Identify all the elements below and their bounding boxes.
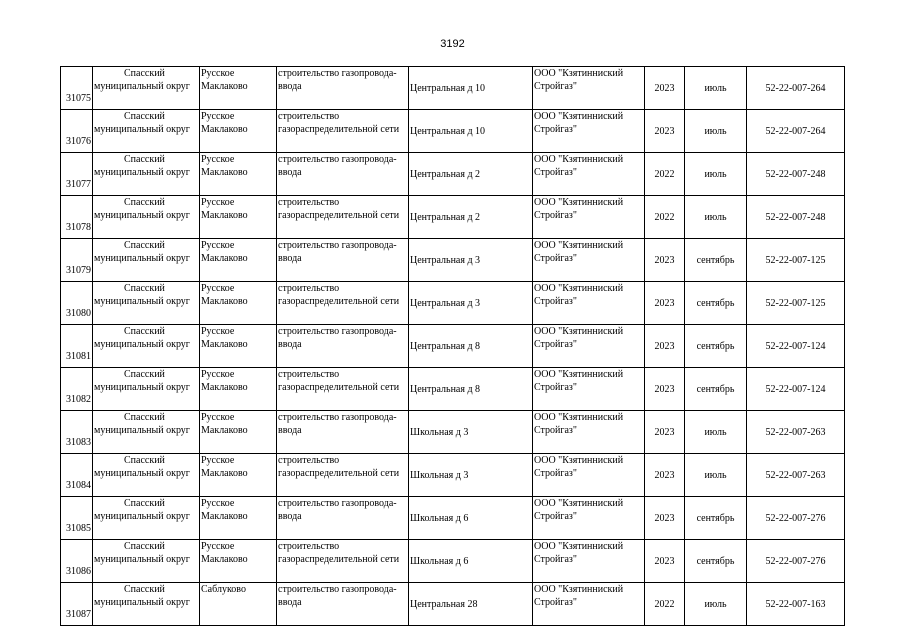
district-line2: муниципальный округ [94, 124, 190, 135]
code-cell: 52-22-007-264 [747, 110, 845, 153]
address-cell: Школьная д 6 [409, 497, 533, 540]
district-line2: муниципальный округ [94, 468, 190, 479]
month-cell: июль [685, 196, 747, 239]
contractor-cell: ООО "Кзятинниский Стройгаз" [533, 153, 645, 196]
month-cell: сентябрь [685, 368, 747, 411]
table-row [61, 454, 845, 497]
code-cell: 52-22-007-263 [747, 454, 845, 497]
district-cell [93, 282, 200, 325]
month-cell: июль [685, 583, 747, 626]
district-cell [93, 325, 200, 368]
row-number-cell: 31081 [61, 325, 93, 368]
year-cell: 2023 [645, 67, 685, 110]
address-cell: Центральная д 2 [409, 196, 533, 239]
settlement-cell: Русское Маклаково [200, 368, 277, 411]
month-cell: сентябрь [685, 282, 747, 325]
district-line2: муниципальный округ [94, 167, 190, 178]
address-cell: Центральная 28 [409, 583, 533, 626]
code-cell: 52-22-007-125 [747, 282, 845, 325]
row-number-cell: 31085 [61, 497, 93, 540]
settlement-cell: Русское Маклаково [200, 454, 277, 497]
district-line2: муниципальный округ [94, 253, 190, 264]
table-body [61, 67, 845, 626]
year-cell: 2022 [645, 153, 685, 196]
code-cell: 52-22-007-276 [747, 540, 845, 583]
contractor-cell: ООО "Кзятинниский Стройгаз" [533, 325, 645, 368]
district-line1: Спасский [124, 197, 165, 208]
address-cell: Центральная д 2 [409, 153, 533, 196]
work-type-cell: строительство газопровода-ввода [277, 411, 409, 454]
year-cell: 2022 [645, 583, 685, 626]
address-cell: Центральная д 10 [409, 67, 533, 110]
contractor-cell: ООО "Кзятинниский Стройгаз" [533, 540, 645, 583]
address-cell: Центральная д 8 [409, 368, 533, 411]
address-cell: Центральная д 10 [409, 110, 533, 153]
work-type-cell: строительство газораспределительной сети [277, 368, 409, 411]
year-cell: 2023 [645, 110, 685, 153]
year-cell: 2023 [645, 497, 685, 540]
year-cell: 2023 [645, 411, 685, 454]
code-cell: 52-22-007-124 [747, 325, 845, 368]
code-cell: 52-22-007-248 [747, 153, 845, 196]
page-number: 3192 [440, 38, 465, 50]
code-cell: 52-22-007-263 [747, 411, 845, 454]
district-line1: Спасский [124, 455, 165, 466]
district-line1: Спасский [124, 584, 165, 595]
month-cell: июль [685, 153, 747, 196]
contractor-cell: ООО "Кзятинниский Стройгаз" [533, 497, 645, 540]
month-cell: июль [685, 411, 747, 454]
row-number-cell: 31084 [61, 454, 93, 497]
district-line1: Спасский [124, 498, 165, 509]
contractor-cell: ООО "Кзятинниский Стройгаз" [533, 411, 645, 454]
district-line1: Спасский [124, 240, 165, 251]
district-line2: муниципальный округ [94, 511, 190, 522]
row-number-cell: 31077 [61, 153, 93, 196]
work-type-cell: строительство газопровода-ввода [277, 239, 409, 282]
settlement-cell: Русское Маклаково [200, 282, 277, 325]
district-cell [93, 196, 200, 239]
row-number-cell: 31082 [61, 368, 93, 411]
district-cell [93, 411, 200, 454]
contractor-cell: ООО "Кзятинниский Стройгаз" [533, 196, 645, 239]
work-type-cell: строительство газопровода-ввода [277, 497, 409, 540]
contractor-cell: ООО "Кзятинниский Стройгаз" [533, 454, 645, 497]
address-cell: Школьная д 6 [409, 540, 533, 583]
work-type-cell: строительство газопровода-ввода [277, 153, 409, 196]
work-type-cell: строительство газопровода-ввода [277, 325, 409, 368]
district-cell [93, 110, 200, 153]
month-cell: июль [685, 67, 747, 110]
table-row [61, 110, 845, 153]
table-row [61, 411, 845, 454]
settlement-cell: Саблуково [200, 583, 277, 626]
row-number-cell: 31087 [61, 583, 93, 626]
district-cell [93, 497, 200, 540]
district-cell [93, 583, 200, 626]
contractor-cell: ООО "Кзятинниский Стройгаз" [533, 368, 645, 411]
district-cell [93, 540, 200, 583]
district-line2: муниципальный округ [94, 339, 190, 350]
year-cell: 2023 [645, 239, 685, 282]
gasification-table [60, 66, 845, 626]
district-line2: муниципальный округ [94, 382, 190, 393]
district-cell [93, 454, 200, 497]
settlement-cell: Русское Маклаково [200, 497, 277, 540]
work-type-cell: строительство газораспределительной сети [277, 282, 409, 325]
table-row [61, 540, 845, 583]
settlement-cell: Русское Маклаково [200, 110, 277, 153]
address-cell: Школьная д 3 [409, 411, 533, 454]
year-cell: 2022 [645, 196, 685, 239]
year-cell: 2023 [645, 454, 685, 497]
district-cell [93, 153, 200, 196]
settlement-cell: Русское Маклаково [200, 239, 277, 282]
work-type-cell: строительство газопровода-ввода [277, 67, 409, 110]
row-number-cell: 31080 [61, 282, 93, 325]
district-line1: Спасский [124, 68, 165, 79]
work-type-cell: строительство газораспределительной сети [277, 196, 409, 239]
address-cell: Центральная д 8 [409, 325, 533, 368]
table-row [61, 325, 845, 368]
district-line1: Спасский [124, 283, 165, 294]
month-cell: сентябрь [685, 239, 747, 282]
district-line1: Спасский [124, 541, 165, 552]
district-line2: муниципальный округ [94, 597, 190, 608]
code-cell: 52-22-007-163 [747, 583, 845, 626]
work-type-cell: строительство газопровода-ввода [277, 583, 409, 626]
district-line1: Спасский [124, 154, 165, 165]
address-cell: Центральная д 3 [409, 239, 533, 282]
district-line1: Спасский [124, 412, 165, 423]
table-row [61, 67, 845, 110]
settlement-cell: Русское Маклаково [200, 67, 277, 110]
settlement-cell: Русское Маклаково [200, 196, 277, 239]
table-row [61, 497, 845, 540]
district-line2: муниципальный округ [94, 296, 190, 307]
contractor-cell: ООО "Кзятинниский Стройгаз" [533, 67, 645, 110]
district-cell [93, 239, 200, 282]
district-line2: муниципальный округ [94, 554, 190, 565]
contractor-cell: ООО "Кзятинниский Стройгаз" [533, 239, 645, 282]
year-cell: 2023 [645, 325, 685, 368]
code-cell: 52-22-007-125 [747, 239, 845, 282]
settlement-cell: Русское Маклаково [200, 540, 277, 583]
month-cell: сентябрь [685, 497, 747, 540]
district-line2: муниципальный округ [94, 210, 190, 221]
row-number-cell: 31083 [61, 411, 93, 454]
contractor-cell: ООО "Кзятинниский Стройгаз" [533, 110, 645, 153]
address-cell: Школьная д 3 [409, 454, 533, 497]
month-cell: июль [685, 454, 747, 497]
work-type-cell: строительство газораспределительной сети [277, 454, 409, 497]
district-line1: Спасский [124, 111, 165, 122]
district-line2: муниципальный округ [94, 425, 190, 436]
year-cell: 2023 [645, 282, 685, 325]
contractor-cell: ООО "Кзятинниский Стройгаз" [533, 282, 645, 325]
table-row [61, 239, 845, 282]
district-line1: Спасский [124, 369, 165, 380]
table-row [61, 282, 845, 325]
settlement-cell: Русское Маклаково [200, 153, 277, 196]
address-cell: Центральная д 3 [409, 282, 533, 325]
month-cell: июль [685, 110, 747, 153]
month-cell: сентябрь [685, 540, 747, 583]
code-cell: 52-22-007-276 [747, 497, 845, 540]
table-row [61, 196, 845, 239]
settlement-cell: Русское Маклаково [200, 325, 277, 368]
month-cell: сентябрь [685, 325, 747, 368]
code-cell: 52-22-007-124 [747, 368, 845, 411]
district-line1: Спасский [124, 326, 165, 337]
work-type-cell: строительство газораспределительной сети [277, 540, 409, 583]
row-number-cell: 31086 [61, 540, 93, 583]
year-cell: 2023 [645, 368, 685, 411]
code-cell: 52-22-007-264 [747, 67, 845, 110]
table-row [61, 368, 845, 411]
contractor-cell: ООО "Кзятинниский Стройгаз" [533, 583, 645, 626]
district-line2: муниципальный округ [94, 81, 190, 92]
row-number-cell: 31076 [61, 110, 93, 153]
code-cell: 52-22-007-248 [747, 196, 845, 239]
row-number-cell: 31079 [61, 239, 93, 282]
row-number-cell: 31075 [61, 67, 93, 110]
settlement-cell: Русское Маклаково [200, 411, 277, 454]
district-cell [93, 368, 200, 411]
district-cell [93, 67, 200, 110]
row-number-cell: 31078 [61, 196, 93, 239]
work-type-cell: строительство газораспределительной сети [277, 110, 409, 153]
table-row [61, 583, 845, 626]
table-row [61, 153, 845, 196]
year-cell: 2023 [645, 540, 685, 583]
